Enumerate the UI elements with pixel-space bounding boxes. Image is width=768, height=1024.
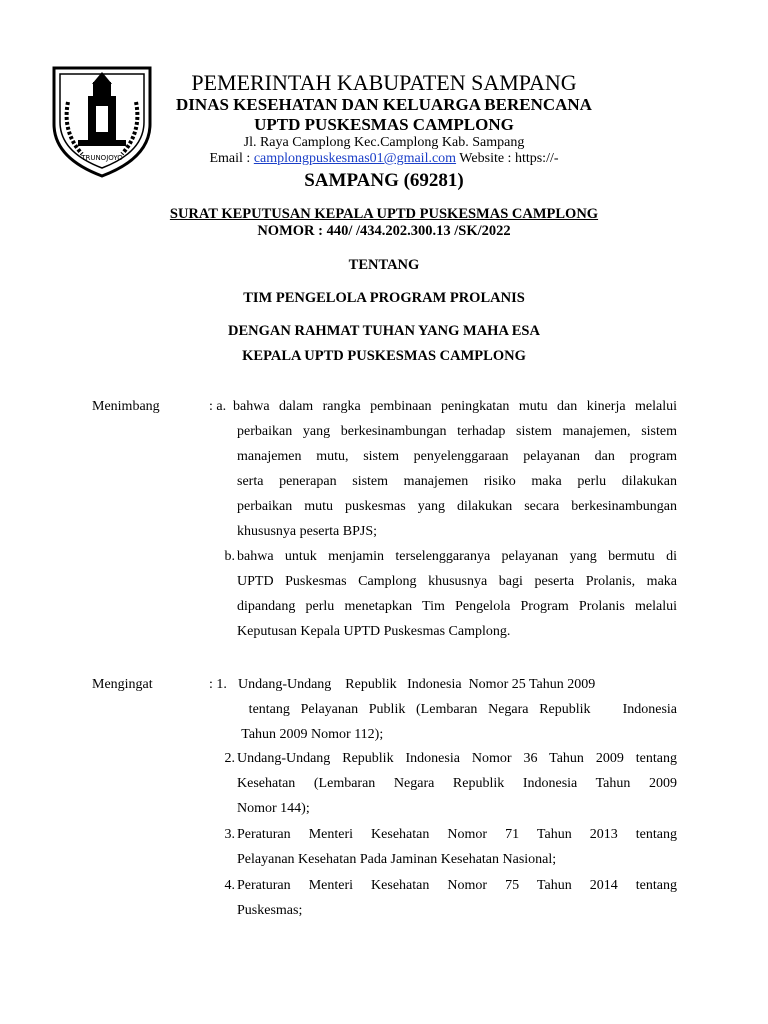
rahmat-line: DENGAN RAHMAT TUHAN YANG MAHA ESA bbox=[228, 323, 540, 339]
decree-title: SURAT KEPUTUSAN KEPALA UPTD PUSKESMAS CAMPLONG bbox=[169, 206, 599, 222]
tentang-heading: TENTANG bbox=[348, 257, 420, 273]
mengingat-item-2-number: 2. bbox=[224, 751, 235, 766]
menimbang-colon: : a. bbox=[209, 399, 227, 414]
mengingat-label: Mengingat bbox=[92, 677, 153, 692]
menimbang-b-number: b. bbox=[224, 549, 235, 564]
government-name: PEMERINTAH KABUPATEN SAMPANG bbox=[191, 70, 577, 95]
mengingat-item-4-number: 4. bbox=[224, 878, 235, 893]
mengingat-item-4: Peraturan Menteri Kesehatan Nomor 75 Tahun 2014 tentang Puskesmas; bbox=[237, 878, 677, 918]
contact-line bbox=[0, 151, 768, 167]
city-postcode: SAMPANG (69281) bbox=[304, 170, 464, 191]
mengingat-colon: : 1. bbox=[209, 677, 227, 692]
decree-subject: TIM PENGELOLA PROGRAM PROLANIS bbox=[243, 290, 525, 306]
logo-caption: TRUNOJOYO bbox=[81, 154, 123, 162]
menimbang-a: perbaikan yang berkesinambungan terhadap sistem manajemen, sistem manajemen mutu, sistem penyelenggaraan pelayanan dan program serta penerapan sistem manajemen risiko maka perlu dilakukan perbaikan mutu puskesmas yang dilakukan secara berkesinambungan khususnya peserta BPJS; bbox=[237, 424, 677, 539]
email-label: Email : bbox=[209, 151, 254, 166]
mengingat-item-1: Undang-Undang Republik Indonesia Nomor 25 Tahun 2009 tentang Pelayanan Publik (Lembaran Negara Republik Indonesia Tahun 2009 Nomor 112); bbox=[238, 677, 677, 742]
email-link[interactable]: camplongpuskesmas01@gmail.com bbox=[253, 151, 457, 166]
mengingat-item-3-number: 3. bbox=[224, 827, 235, 842]
mengingat-item-3: Peraturan Menteri Kesehatan Nomor 71 Tahun 2013 tentang Pelayanan Kesehatan Pada Jaminan Kesehatan Nasional; bbox=[237, 827, 677, 867]
menimbang-b: bahwa untuk menjamin terselenggaranya pelayanan yang bermutu di UPTD Puskesmas Camplong khususnya bagi peserta Prolanis, maka dipandang perlu menetapkan Tim Pengelola Program Prolanis melalui Keputusan Kepala UPTD Puskesmas Camplong. bbox=[237, 549, 677, 639]
address: Jl. Raya Camplong Kec.Camplong Kab. Sampang bbox=[243, 135, 525, 150]
decree-number: NOMOR : 440/ /434.202.300.13 /SK/2022 bbox=[257, 223, 511, 239]
agency-name: DINAS KESEHATAN DAN KELUARGA BERENCANA bbox=[176, 95, 592, 114]
kepala-line: KEPALA UPTD PUSKESMAS CAMPLONG bbox=[242, 348, 526, 364]
menimbang-label: Menimbang bbox=[92, 399, 160, 414]
menimbang-a-first: bahwa dalam rangka pembinaan peningkatan mutu dan kinerja melalui bbox=[233, 399, 677, 414]
unit-name: UPTD PUSKESMAS CAMPLONG bbox=[254, 115, 514, 134]
website-text: Website : https://- bbox=[456, 151, 559, 166]
mengingat-item-2: Undang-Undang Republik Indonesia Nomor 36 Tahun 2009 tentang Kesehatan (Lembaran Negara Republik Indonesia Tahun 2009 Nomor 144); bbox=[237, 751, 677, 816]
